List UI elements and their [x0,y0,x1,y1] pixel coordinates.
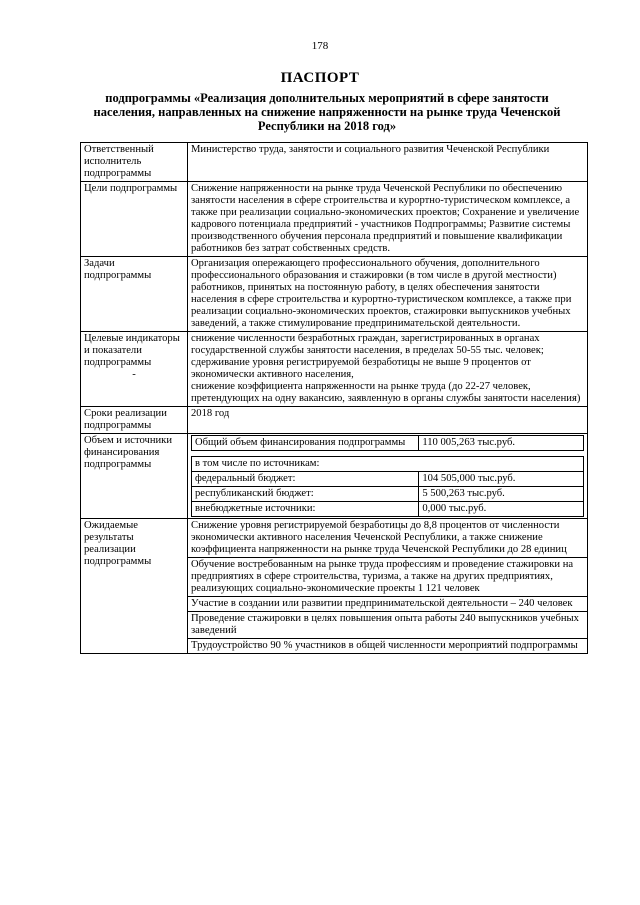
indicator-dash: - [132,369,136,380]
value-tasks: Организация опережающего профессионального обучения, дополнительного профессионального образования и стажировки (в том числе в другой местности) работников, принятых на постоянную работу, в целях обеспечения занятости населения в сфере строительства и курортно-туристическом комплексе, а также при реализации социально-экономических проектов, стажировки выпускников учебных заведений, а также стимулирование предпринимательской деятельности. [188,257,588,332]
row-responsible [81,143,588,182]
row-results [81,519,588,654]
page-number: 178 [311,40,329,52]
financing-total-label: Общий объем финансирования подпрограммы [192,436,419,451]
label-responsible: Ответственный исполнитель подпрограммы [81,143,188,182]
row-financing [81,434,588,519]
label-period: Сроки реализации подпрограммы [81,407,188,434]
passport-table [80,142,588,654]
source-name: республиканский бюджет: [192,487,419,502]
row-indicators [81,332,588,407]
financing-including: в том числе по источникам: [192,457,584,472]
source-name: внебюджетные источники: [192,502,419,517]
value-financing [188,434,588,519]
result-item: Участие в создании или развитии предпринимательской деятельности – 240 человек [188,597,587,612]
source-value: 5 500,263 тыс.руб. [419,487,584,502]
label-indicators: Целевые индикаторы и показатели подпрограммы [84,333,180,368]
financing-table [191,435,584,517]
financing-source-row [192,487,584,502]
document-subtitle: подпрограммы «Реализация дополнительных мероприятий в сфере занятости населения, направленных на снижение напряженности на рынке труда Чеченской Республики на 2018 год» [93,91,561,133]
financing-source-row [192,502,584,517]
result-item: Проведение стажировки в целях повышения опыта работы 240 выпускников учебных заведений [188,612,587,639]
value-period: 2018 год [188,407,588,434]
indicator-line: снижение численности безработных граждан, зарегистрированных в органах государственной службы занятости населения, в пределах 50-55 тыс. человек; [191,333,544,356]
result-item: Снижение уровня регистрируемой безработицы до 8,8 процентов от численности экономически активного населения Чеченской Республики, а также снижение коэффициента напряженности на рынке труда Чеченской Республики до 28 единиц [188,519,587,558]
indicator-line: снижение коэффициента напряженности на рынке труда (до 22-27 человек, претендующих на одну вакансию, заявленную в органы службы занятости населения) [191,381,581,404]
label-results: Ожидаемые результаты реализации подпрограммы [81,519,188,654]
value-indicators [188,332,588,407]
document-title: ПАСПОРТ [280,70,360,86]
result-item: Обучение востребованным на рынке труда профессиям и проведение стажировки на предприятиях в сфере строительства, туризма, а также на других предприятиях, реализующих социально-экономические проекты 1 121 человек [188,558,587,597]
financing-including-row [192,457,584,472]
source-value: 104 505,000 тыс.руб. [419,472,584,487]
value-results [188,519,588,654]
label-financing: Объем и источники финансирования подпрограммы [81,434,188,519]
financing-source-row [192,472,584,487]
label-tasks: Задачи подпрограммы [81,257,188,332]
label-goals: Цели подпрограммы [81,182,188,257]
row-period [81,407,588,434]
result-item: Трудоустройство 90 % участников в общей численности мероприятий подпрограммы [191,640,578,651]
row-goals [81,182,588,257]
row-tasks [81,257,588,332]
source-name: федеральный бюджет: [192,472,419,487]
source-value: 0,000 тыс.руб. [419,502,584,517]
value-goals: Снижение напряженности на рынке труда Чеченской Республики по обеспечению занятости населения в сфере строительства и курортно-туристическом комплексе, а также при реализации социально-экономических проектов; Сохранение и увеличение кадрового потенциала предприятий - участников Подпрограммы; Развитие системы производственного обучения персонала предприятий и повышение квалификации работников без затрат собственных средств. [188,182,588,257]
value-responsible: Министерство труда, занятости и социального развития Чеченской Республики [188,143,588,182]
label-indicators-cell [81,332,188,407]
financing-total-row [192,436,584,451]
financing-total-value: 110 005,263 тыс.руб. [419,436,584,451]
indicator-line: сдерживание уровня регистрируемой безработицы не выше 9 процентов от экономически активного населения, [191,357,531,380]
